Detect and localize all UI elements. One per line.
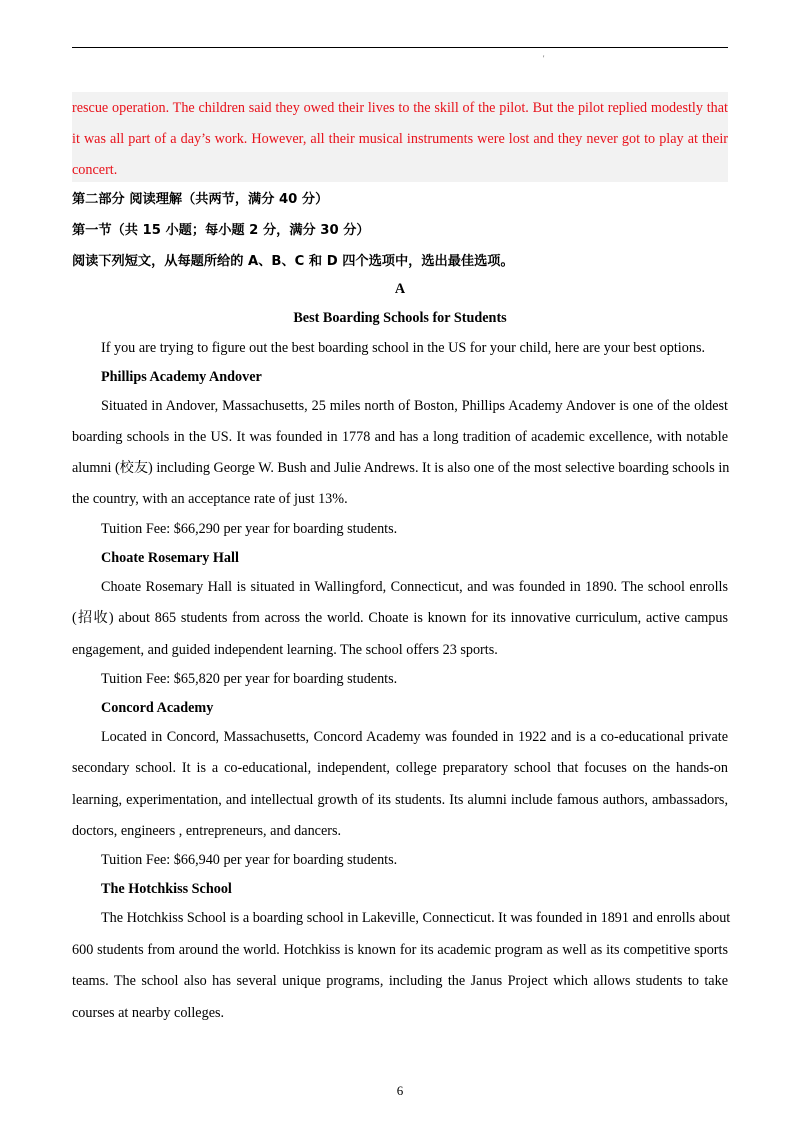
school-name: Concord Academy bbox=[101, 700, 214, 716]
school-text-line: boarding schools in the US. It was founded in 1778 and has a long tradition of academic excellence, with notable bbox=[72, 429, 728, 445]
school-name: Phillips Academy Andover bbox=[101, 369, 262, 385]
passage-letter: A bbox=[394, 281, 406, 297]
intro-paragraph: If you are trying to figure out the best boarding school in the US for your child, here are your best options. bbox=[101, 340, 706, 356]
header-rule bbox=[72, 47, 728, 48]
tuition-fee: Tuition Fee: $66,940 per year for boarding students. bbox=[101, 852, 398, 868]
school-text-line: teams. The school also has several unique programs, including the Janus Project which allows students to take bbox=[72, 973, 728, 989]
school-text-line: 600 students from around the world. Hotchkiss is known for its academic program as well as its competitive sports bbox=[72, 942, 728, 958]
section-heading-1: 第一节（共 15 小题；每小题 2 分，满分 30 分） bbox=[72, 223, 370, 238]
school-text-line: alumni (校友) including George W. Bush and Julie Andrews. It is also one of the most selective boarding schools in bbox=[72, 460, 730, 476]
school-text-line: secondary school. It is a co-educational, independent, college preparatory school that focuses on the hands-on bbox=[72, 760, 728, 776]
school-name: Choate Rosemary Hall bbox=[101, 550, 239, 566]
school-name: The Hotchkiss School bbox=[101, 881, 232, 897]
school-text-line: engagement, and guided independent learning. The school offers 23 sports. bbox=[72, 642, 498, 658]
page-number: 6 bbox=[396, 1083, 404, 1098]
passage-title: Best Boarding Schools for Students bbox=[293, 310, 507, 326]
school-text-line: courses at nearby colleges. bbox=[72, 1005, 225, 1021]
school-text-line: Choate Rosemary Hall is situated in Wallingford, Connecticut, and was founded in 1890. The school enrolls bbox=[101, 579, 728, 595]
red-paragraph-line: rescue operation. The children said they owed their lives to the skill of the pilot. But the pilot replied modestly that bbox=[72, 100, 728, 116]
school-text-line: Located in Concord, Massachusetts, Concord Academy was founded in 1922 and is a co-educational private bbox=[101, 729, 728, 745]
school-text-line: the country, with an acceptance rate of just 13%. bbox=[72, 491, 348, 507]
tuition-fee: Tuition Fee: $66,290 per year for boarding students. bbox=[101, 521, 398, 537]
tuition-fee: Tuition Fee: $65,820 per year for boarding students. bbox=[101, 671, 398, 687]
school-text-line: Situated in Andover, Massachusetts, 25 miles north of Boston, Phillips Academy Andover is one of the oldest bbox=[101, 398, 728, 414]
section-heading-part2: 第二部分 阅读理解（共两节，满分 40 分） bbox=[72, 192, 329, 207]
instruction-text: 阅读下列短文，从每题所给的 A、B、C 和 D 四个选项中，选出最佳选项。 bbox=[72, 254, 514, 269]
school-text-line: (招收) about 865 students from across the world. Choate is known for its innovative curriculum, active campus bbox=[72, 610, 728, 626]
school-text-line: learning, experimentation, and intellectual growth of its students. Its alumni include famous authors, ambassadors, bbox=[72, 792, 728, 808]
school-text-line: doctors, engineers , entrepreneurs, and dancers. bbox=[72, 823, 342, 839]
header-mark: ' bbox=[543, 54, 545, 63]
school-text-line: The Hotchkiss School is a boarding school in Lakeville, Connecticut. It was founded in 1891 and enrolls about bbox=[101, 910, 731, 926]
red-paragraph-line: it was all part of a day’s work. However, all their musical instruments were lost and they never got to play at their bbox=[72, 131, 728, 147]
red-paragraph-line: concert. bbox=[72, 162, 118, 178]
